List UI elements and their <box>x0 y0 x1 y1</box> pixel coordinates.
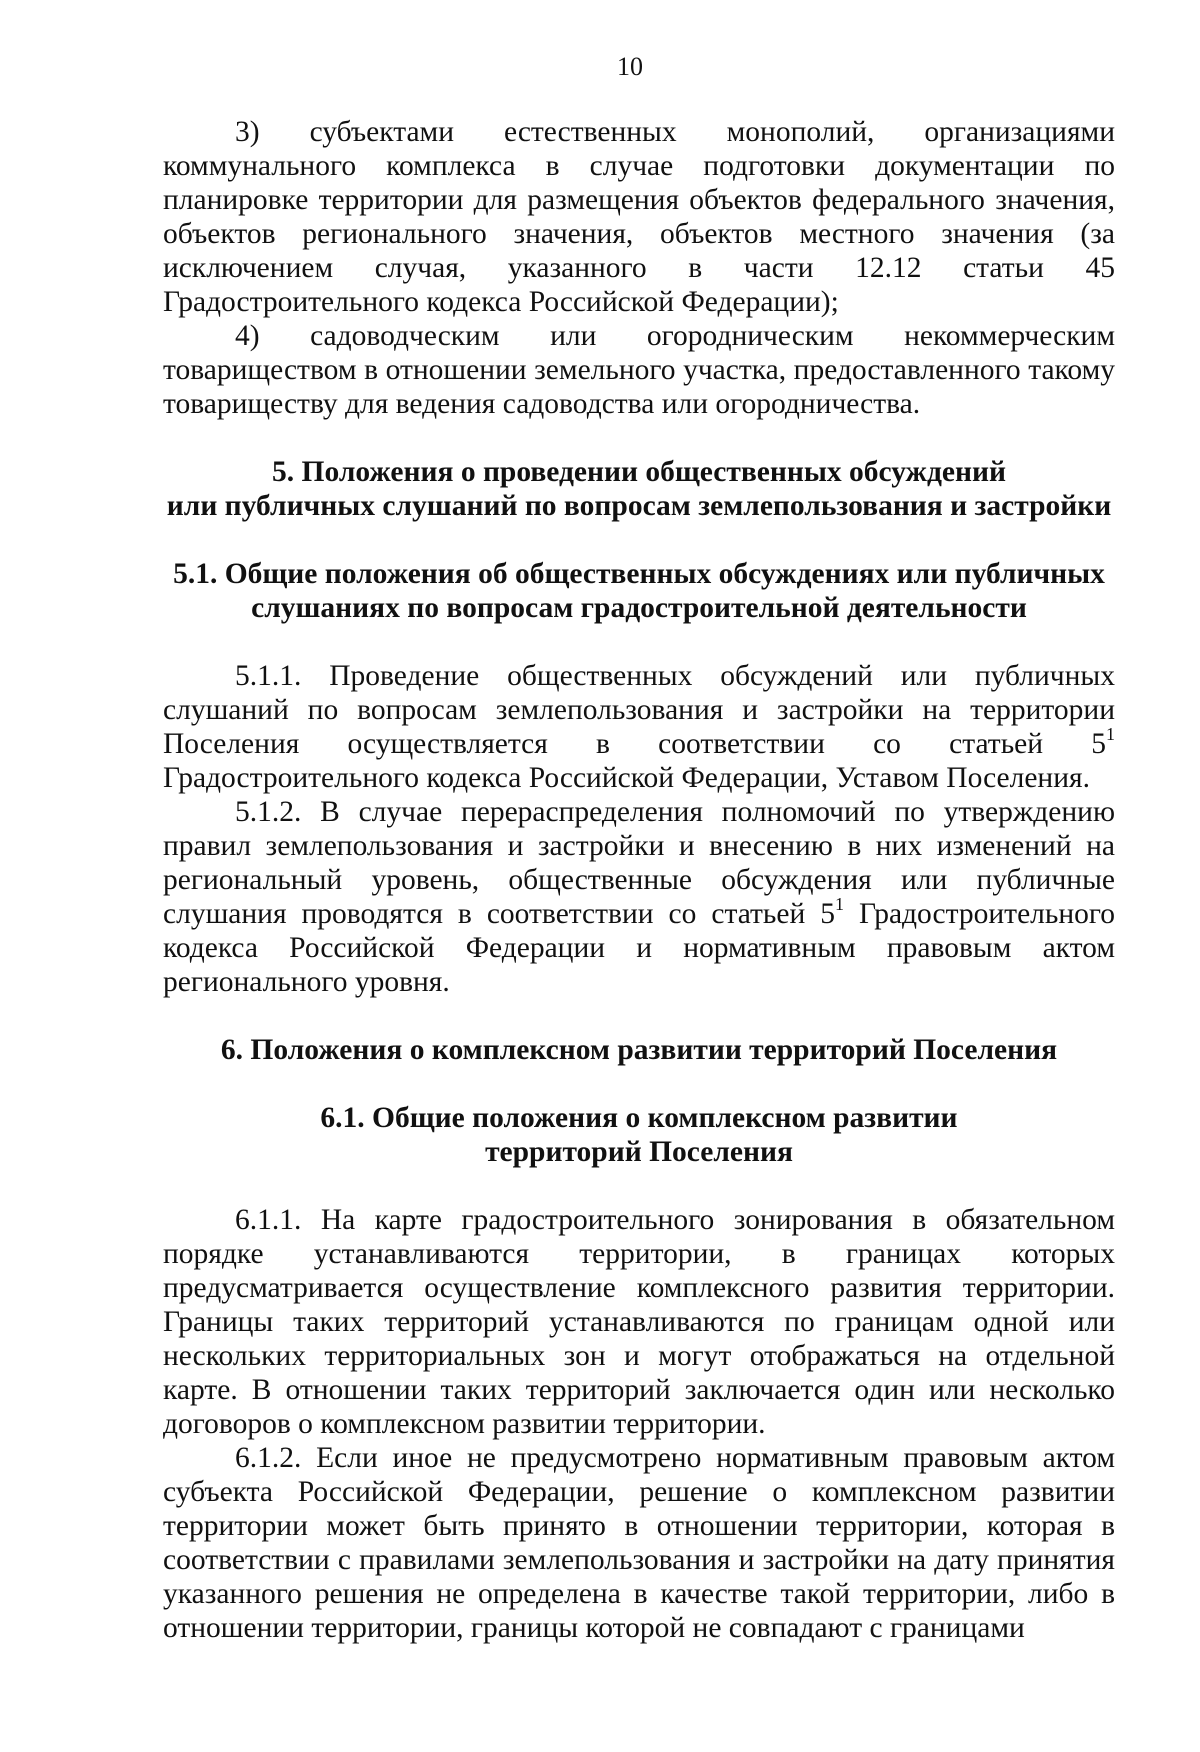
section-5-heading-line-1: 5. Положения о проведении общественных обсуждений <box>272 456 1006 488</box>
section-6-heading: 6. Положения о комплексном развитии территорий Поселения <box>220 1034 1058 1066</box>
subsection-6-1-heading-line-2: территорий Поселения <box>485 1136 793 1168</box>
subsection-5-1-heading <box>163 557 1115 625</box>
list-item-3: 3) субъектами естественных монополий, организациями коммунального комплекса в случае подготовки документации по планировке территории для размещения объектов федерального значения, объектов регионального значения, объектов местного значения (за исключением случая, указанного в части 12.12 статьи 45 Градостроительного кодекса Российской Федерации); <box>163 116 1115 318</box>
paragraph-5-1-2-superscript: 1 <box>835 894 845 915</box>
paragraph-5-1-1-text: 5.1.1. Проведение общественных обсуждений или публичных слушаний по вопросам землепользования и застройки на территории Поселения осуществляется в соответствии со статьей 5 <box>163 660 1115 760</box>
subsection-6-1-heading <box>163 1101 1115 1169</box>
paragraph-5-1-1-superscript: 1 <box>1106 724 1115 745</box>
document-body <box>163 115 1115 1645</box>
paragraph-6-1-2: 6.1.2. Если иное не предусмотрено нормативным правовым актом субъекта Российской Федерации, решение о комплексном развитии территории может быть принято в отношении территории, которая в соответствии с правилами землепользования и застройки на дату принятия указанного решения не определена в качестве такой территории, либо в отношении территории, границы которой не совпадают с границами <box>163 1442 1115 1644</box>
page-number: 10 <box>617 52 643 81</box>
paragraph-5-1-1 <box>163 659 1115 795</box>
section-5-heading-line-2: или публичных слушаний по вопросам землепользования и застройки <box>166 490 1112 522</box>
paragraph-5-1-1-text-end: Градостроительного кодекса Российской Федерации, Уставом Поселения. <box>163 762 1090 794</box>
subsection-5-1-heading-line-2: слушаниях по вопросам градостроительной деятельности <box>251 592 1027 624</box>
section-5-heading <box>163 455 1115 523</box>
paragraph-5-1-2 <box>163 795 1115 999</box>
paragraph-5-1-2-text: 5.1.2. В случае перераспределения полномочий по утверждению правил землепользования и застройки и внесению в них изменений на региональный уровень, общественные обсуждения или публичные слушания проводятся в соответствии со статьей 5 <box>163 796 1115 930</box>
subsection-5-1-heading-line-1: 5.1. Общие положения об общественных обсуждениях или публичных <box>173 558 1105 590</box>
paragraph-5-1-2-text-end: Градостроительного кодекса Российской Федерации и нормативным правовым актом регионального уровня. <box>163 898 1115 998</box>
paragraph-6-1-1: 6.1.1. На карте градостроительного зонирования в обязательном порядке устанавливаются территории, в границах которых предусматривается осуществление комплексного развития территории. Границы таких территорий устанавливаются по границам одной или нескольких территориальных зон и могут отображаться на отдельной карте. В отношении таких территорий заключается один или несколько договоров о комплексном развитии территории. <box>163 1204 1115 1440</box>
list-item-4: 4) садоводческим или огородническим некоммерческим товариществом в отношении земельного участка, предоставленного такому товариществу для ведения садоводства или огородничества. <box>163 320 1115 420</box>
subsection-6-1-heading-line-1: 6.1. Общие положения о комплексном развитии <box>320 1102 958 1134</box>
